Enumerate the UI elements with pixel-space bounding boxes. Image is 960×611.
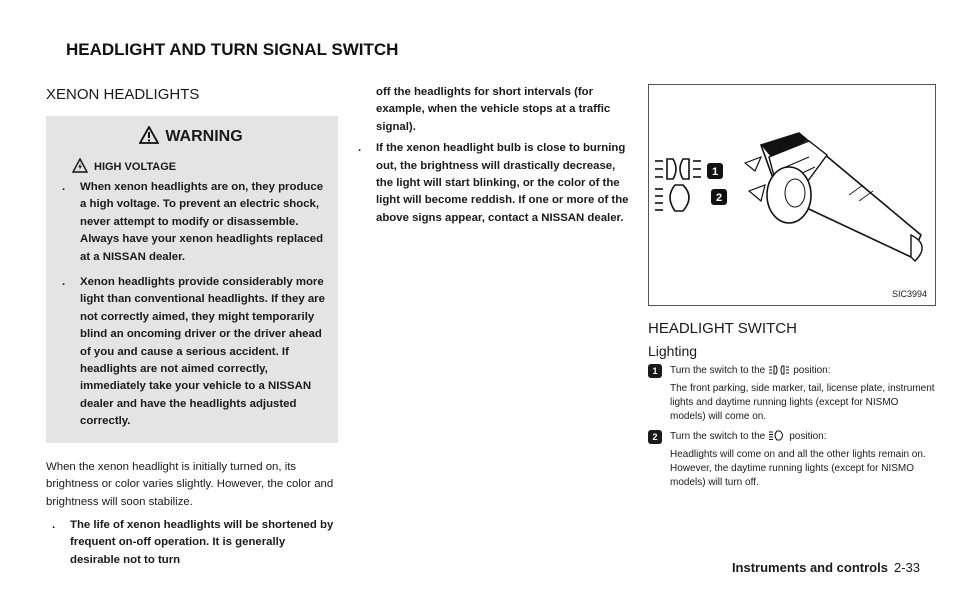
high-voltage-heading <box>72 158 326 173</box>
parking-light-symbol <box>655 159 701 179</box>
figure-callout-2: 2 <box>715 192 723 204</box>
high-voltage-icon <box>72 158 88 173</box>
footer-page-number: 2-33 <box>893 560 920 575</box>
column-right <box>648 84 936 490</box>
step-number: 1 <box>648 364 662 378</box>
column-left <box>46 86 338 569</box>
footer-section-label: Instruments and controls <box>731 560 888 575</box>
step-description: Headlights will come on and all the other lights remain on. However, the daytime running lights (except for NISMO models) will turn off. <box>670 449 926 488</box>
bulb-burnout-bullet: . If the xenon headlight bulb is close to burning out, the brightness will drastically decrease, the light will start blinking, or the color of the light will become reddish. If one or more of the above signs appear, contact a NISSAN dealer. <box>358 142 629 224</box>
headlight-symbol <box>655 185 689 211</box>
page-heading: HEADLIGHT AND TURN SIGNAL SWITCH <box>66 40 399 59</box>
warning-title: WARNING <box>165 128 243 145</box>
column-middle <box>352 84 634 227</box>
lighting-step-1: 1 Turn the switch to the position: The front parking, side marker, tail, license plate, instrument lights and daytime running lights (except for NISMO models) will come on. <box>648 364 936 424</box>
lighting-step-2: 2 Turn the switch to the position: Headlights will come on and all the other lights remain on. However, the daytime running lights (except for NISMO models) will turn off. <box>648 430 936 490</box>
stabilize-paragraph: When the xenon headlight is initially turned on, its brightness or color varies slightly. However, the color and brightness will soon stabilize. <box>46 460 334 508</box>
headlight-stalk-illustration <box>649 85 935 305</box>
warning-item: . Xenon headlights provide considerably more light than conventional headlights. If they are not correctly aimed, they might temporarily blind an oncoming driver or the driver ahead of you and cause a serious accident. If headlights are not aimed correctly, immediately take your vehicle to a NISSAN dealer and have the headlights adjusted correctly. <box>62 276 325 428</box>
xenon-section-title: XENON HEADLIGHTS <box>46 86 200 103</box>
high-voltage-title: HIGH VOLTAGE <box>94 161 177 173</box>
lighting-subtitle: Lighting <box>648 343 698 359</box>
step-description: The front parking, side marker, tail, license plate, instrument lights and daytime running lights (except for NISMO models) will come on. <box>670 383 935 422</box>
headlight-switch-figure <box>648 84 936 306</box>
headlight-icon <box>769 430 785 446</box>
figure-callout-1: 1 <box>711 166 719 178</box>
step-number: 2 <box>648 430 662 444</box>
warning-heading <box>56 126 326 148</box>
warning-box <box>46 116 338 443</box>
page-footer <box>732 560 920 575</box>
xenon-life-bullet-continued: off the headlights for short intervals (for example, when the vehicle stops at a traffic signal). <box>376 86 611 133</box>
xenon-life-bullet: . The life of xenon headlights will be shortened by frequent on-off operation. It is generally desirable not to turn <box>52 518 334 566</box>
headlight-switch-title: HEADLIGHT SWITCH <box>648 320 797 337</box>
warning-item: . When xenon headlights are on, they produce a high voltage. To prevent an electric shock, never attempt to modify or disassemble. Always have your xenon headlights replaced at a NISSAN dealer. <box>62 181 324 263</box>
figure-code: SIC3994 <box>891 289 927 299</box>
parking-light-icon <box>769 365 789 380</box>
warning-triangle-icon <box>139 126 159 144</box>
